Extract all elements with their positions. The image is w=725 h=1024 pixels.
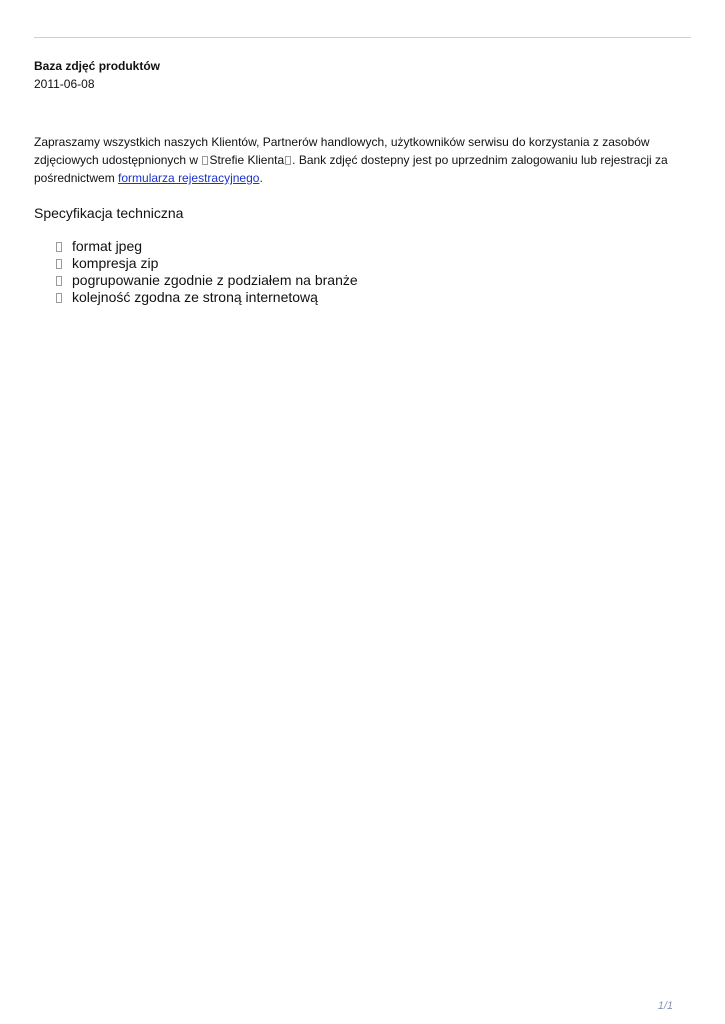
article-paragraph — [34, 133, 686, 187]
registration-form-link[interactable]: formularza rejestracyjnego — [118, 171, 260, 185]
header-divider — [34, 37, 691, 38]
list-item — [56, 238, 691, 255]
spec-list — [34, 238, 691, 306]
list-item — [56, 272, 691, 289]
list-item-label: format jpeg — [72, 238, 143, 254]
bullet-icon — [56, 276, 62, 286]
bullet-icon — [56, 293, 62, 303]
section-heading: Specyfikacja techniczna — [34, 205, 184, 221]
list-item — [56, 255, 691, 272]
list-item-label: kolejność zgodna ze stroną internetową — [72, 289, 318, 305]
missing-glyph-icon — [202, 156, 208, 165]
article — [34, 58, 691, 306]
page-number: 1/1 — [657, 1000, 673, 1012]
paragraph-text-start: Zapraszamy wszystkich naszych Klientów, Partnerów handlowych, użytkowników serwisu do korzystania z zasobów zdjęciowych udostępnionych w — [34, 135, 650, 167]
article-date: 2011-06-08 — [34, 77, 95, 91]
paragraph-text-middle: . Bank zdjęć dostepny jest po uprzednim zalogowaniu lub rejestracji za pośrednictwem — [34, 153, 668, 185]
missing-glyph-icon — [285, 156, 291, 165]
article-title: Baza zdjęć produktów — [34, 59, 161, 73]
list-item — [56, 289, 691, 306]
bullet-icon — [56, 242, 62, 252]
list-item-label: kompresja zip — [72, 255, 159, 271]
paragraph-text-end: . — [259, 171, 263, 185]
bullet-icon — [56, 259, 62, 269]
paragraph-quoted-text: Strefie Klienta — [209, 153, 285, 167]
list-item-label: pogrupowanie zgodnie z podziałem na branże — [72, 272, 358, 288]
